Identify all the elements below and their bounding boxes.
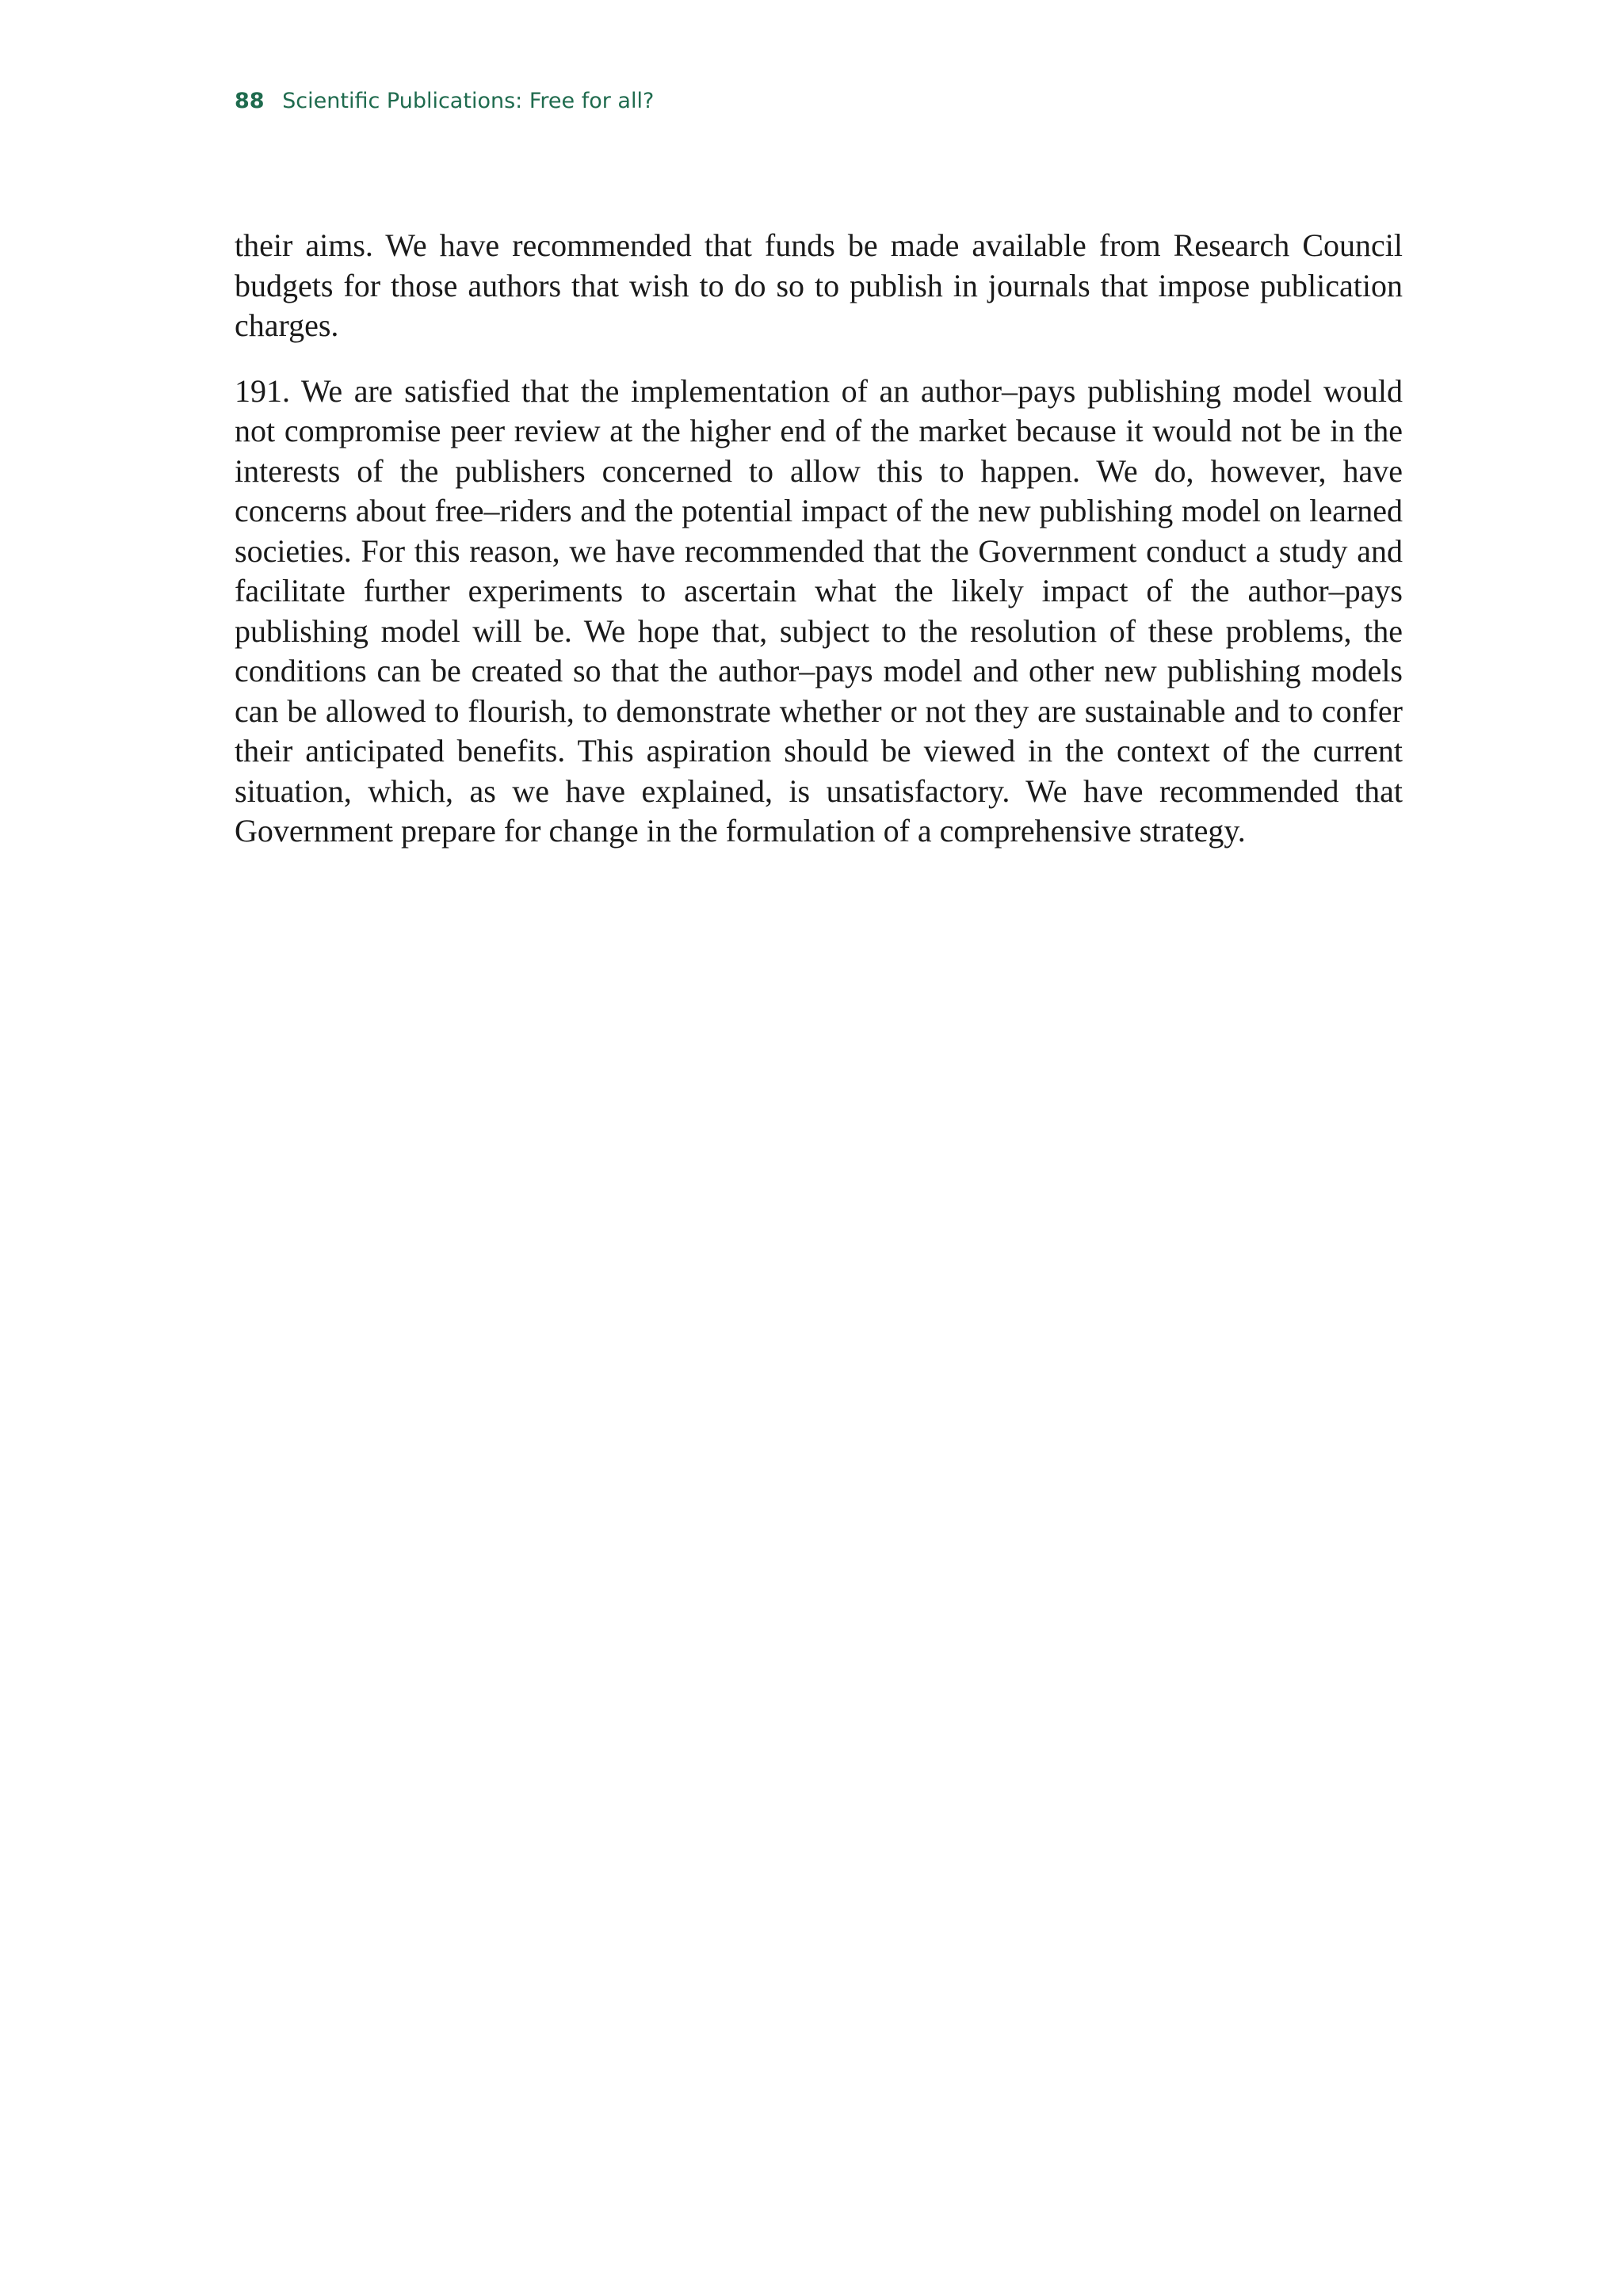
- body-text: [235, 226, 1403, 877]
- paragraph-continuation: their aims. We have recommended that funds be made available from Research Council budgets for those authors that wish to do so to publish in journals that impose publication charges.: [235, 227, 1403, 343]
- paragraph-191: 191. We are satisfied that the implementation of an author–pays publishing model would not compromise peer review at the higher end of the market because it would not be in the interests of the publishers concerned to allow this to happen. We do, however, have concerns about free–riders and the potential impact of the new publishing model on learned societies. For this reason, we have recommended that the Government conduct a study and facilitate further experiments to ascertain what the likely impact of the author–pays publishing model will be. We hope that, subject to the resolution of these problems, the conditions can be created so that the author–pays model and other new publishing models can be allowed to flourish, to demonstrate whether or not they are sustainable and to confer their anticipated benefits. This aspiration should be viewed in the context of the current situation, which, as we have explained, is unsatisfactory. We have recommended that Government prepare for change in the formulation of a comprehensive strategy.: [235, 372, 1403, 849]
- running-header: [235, 90, 654, 112]
- page-number: 88: [235, 89, 265, 113]
- running-title: Scientific Publications: Free for all?: [282, 89, 655, 113]
